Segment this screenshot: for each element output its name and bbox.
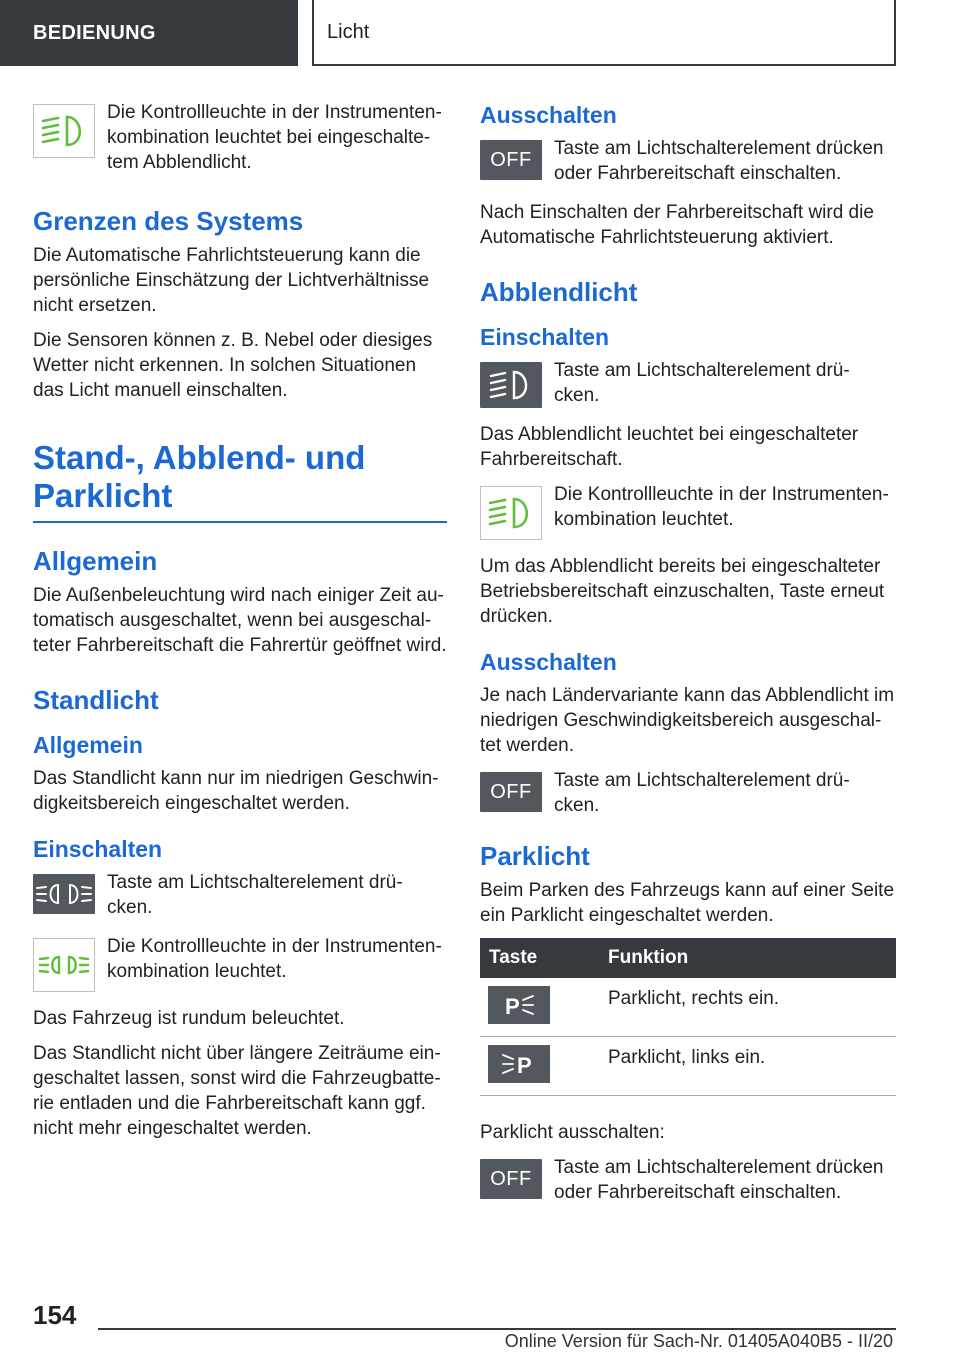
low-beam-indicator-row <box>33 100 447 175</box>
standlicht-heading: Standlicht <box>33 685 159 715</box>
standlicht-allgemein-paragraph: Das Standlicht kann nur im niedrigen Geschwindigkeitsbereich eingeschaltet werden. <box>33 768 439 814</box>
table-row-text-2: Parklicht, links ein. <box>600 1037 896 1096</box>
header-section-label: BEDIENUNG <box>0 0 298 66</box>
low-beam-indicator-icon-2 <box>480 486 542 540</box>
svg-text:P: P <box>505 994 520 1019</box>
abblendlicht-heading: Abblendlicht <box>480 277 638 307</box>
side-light-key-text: Taste am Lichtschalterelement drücken. <box>107 872 403 918</box>
side-light-indicator-icon <box>33 938 95 992</box>
off-key-icon-3: OFF <box>480 1159 542 1199</box>
ausschalten-paragraph-2: Je nach Ländervariante kann das Abblendlicht im niedrigen Geschwindigkeitsbereich ausgeschaltet werden. <box>480 685 895 756</box>
parklicht-table <box>480 938 896 1096</box>
standlicht-einschalten-heading: Einschalten <box>33 836 163 862</box>
right-column <box>480 100 896 1219</box>
off-key-text-2: Taste am Lichtschalterelement drücken. <box>554 770 850 816</box>
standlicht-allgemein-heading: Allgemein <box>33 732 143 758</box>
off-key-icon: OFF <box>480 140 542 180</box>
einschalten-paragraph: Das Abblendlicht leuchtet bei eingeschalteter Fahrbereitschaft. <box>480 424 859 470</box>
off-key-icon-2: OFF <box>480 772 542 812</box>
table-header-funktion: Funktion <box>600 938 896 978</box>
ausschalten-paragraph-1: Nach Einschalten der Fahrbereitschaft wird die Automatische Fahrlichtsteuerung aktiviert. <box>480 202 874 248</box>
parking-light-left-icon <box>488 1045 550 1083</box>
grenzen-paragraph-2: Die Sensoren können z. B. Nebel oder diesiges Wetter nicht erkennen. In solchen Situationen das Licht manuell einschalten. <box>33 330 433 401</box>
off-key-text-1: Taste am Lichtschalterelement drücken oder Fahrbereitschaft einschalten. <box>554 138 884 184</box>
footer-text: Online Version für Sach-Nr. 01405A040B5 - II/20 <box>504 1331 893 1351</box>
parklicht-off-paragraph: Parklicht ausschalten: <box>480 1122 665 1143</box>
low-beam-key-text: Taste am Lichtschalterelement drücken. <box>554 360 850 406</box>
side-light-key-row <box>33 870 447 920</box>
table-row <box>480 1037 896 1096</box>
parklicht-heading: Parklicht <box>480 841 590 871</box>
low-beam-indicator-row-2 <box>480 482 896 540</box>
low-beam-key-row <box>480 358 896 408</box>
off-key-row-2 <box>480 768 896 818</box>
header-chapter-title: Licht <box>312 0 896 66</box>
grenzen-paragraph-1: Die Automatische Fahrlichtsteuerung kann die persönliche Einschätzung der Lichtverhältnisse nicht ersetzen. <box>33 245 430 316</box>
off-key-row-3 <box>480 1155 896 1205</box>
table-row <box>480 978 896 1037</box>
standlicht-paragraph-1: Das Fahrzeug ist rundum beleuchtet. <box>33 1008 345 1029</box>
low-beam-indicator-text: Die Kontrollleuchte in der Instrumentenkombination leuchtet bei eingeschaltetem Abblendlicht. <box>107 102 442 173</box>
table-header-taste: Taste <box>480 938 600 978</box>
parking-light-right-icon <box>488 986 550 1024</box>
side-light-key-icon <box>33 874 95 914</box>
side-light-indicator-row <box>33 934 447 992</box>
off-key-row-1 <box>480 136 896 186</box>
footer-divider <box>98 1328 896 1330</box>
einschalten-heading: Einschalten <box>480 324 610 350</box>
main-section-heading: Stand-, Abblend- und Parklicht <box>33 439 447 523</box>
low-beam-key-icon <box>480 362 542 408</box>
parklicht-paragraph: Beim Parken des Fahrzeugs kann auf einer Seite ein Parklicht eingeschaltet werden. <box>480 880 895 926</box>
left-column <box>33 100 447 1151</box>
einschalten-paragraph-2: Um das Abblendlicht bereits bei eingeschalteter Betriebsbereitschaft einzuschalten, Taste erneut drücken. <box>480 556 885 627</box>
grenzen-heading: Grenzen des Systems <box>33 206 304 236</box>
low-beam-indicator-text-2: Die Kontrollleuchte in der Instrumentenkombination leuchtet. <box>554 484 889 530</box>
page-number: 154 <box>33 1300 77 1330</box>
side-light-indicator-text: Die Kontrollleuchte in der Instrumentenkombination leuchtet. <box>107 936 442 982</box>
allgemein-paragraph: Die Außenbeleuchtung wird nach einiger Zeit automatisch ausgeschaltet, wenn bei ausgeschalteter Fahrbereitschaft die Fahrertür geöffnet wird. <box>33 585 447 656</box>
svg-text:P: P <box>517 1053 532 1078</box>
table-row-text-1: Parklicht, rechts ein. <box>600 978 896 1037</box>
allgemein-heading: Allgemein <box>33 546 158 576</box>
standlicht-paragraph-2: Das Standlicht nicht über längere Zeiträume eingeschaltet lassen, sonst wird die Fahrzeugbatterie entladen und die Fahrbereitschaft kann ggf. nicht mehr eingeschaltet werden. <box>33 1043 441 1139</box>
off-key-text-3: Taste am Lichtschalterelement drücken oder Fahrbereitschaft einschalten. <box>554 1157 884 1203</box>
ausschalten-heading-1: Ausschalten <box>480 102 617 128</box>
ausschalten-heading-2: Ausschalten <box>480 649 617 675</box>
low-beam-indicator-icon <box>33 104 95 158</box>
